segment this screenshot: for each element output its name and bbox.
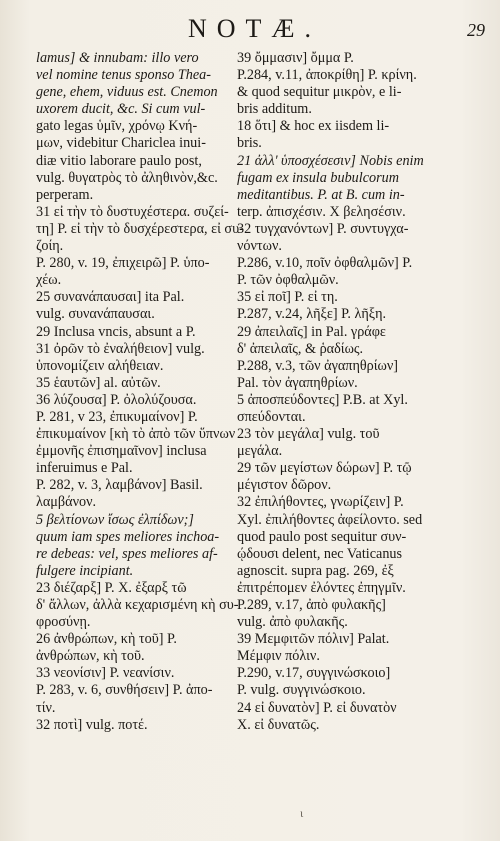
text-line: 33 νεονίσιν] P. νεανίσιν. — [36, 665, 175, 682]
text-line: τίν. — [36, 699, 56, 716]
text-line: 29 τῶν μεγίστων δώρων] P. τῷ — [237, 460, 412, 477]
text-line: 32 τυγχανόντων] P. συντυγχα- — [237, 220, 409, 237]
right-column — [237, 50, 471, 734]
text-line: 21 ἀλλ' ὑποσχέσεσιν] Nobis enim — [237, 152, 424, 169]
text-line: τη] P. εἰ τὴν τὸ δυσχέρεστερα, εἰ συ- — [36, 220, 244, 237]
text-line: χέω. — [36, 272, 62, 289]
text-line: vel nomine tenus sponso Thea- — [36, 67, 211, 84]
text-line: lamus] & innubam: illo vero — [36, 50, 199, 66]
text-line: 23 τὸν μεγάλα] vulg. τοῦ — [237, 426, 380, 443]
text-line: ὑπονομίζειν αλήθειαν. — [36, 357, 164, 374]
text-line: inferuimus e Pal. — [36, 460, 133, 477]
text-line: μων, videbitur Chariclea inui- — [36, 135, 206, 152]
text-line: δ' ἀπειλαῖς, & ῥαδίως. — [237, 340, 364, 357]
text-line: P.288, v.3, τῶν ἀγαπηθρίων] — [237, 357, 399, 374]
text-line: δ' ἄλλων, ἀλλὰ κεχαρισμένη κὴ συ- — [36, 597, 239, 613]
footer-mark: ι — [300, 806, 304, 820]
text-line: ἐπιτρέπομεν ἐλόντες ἐπηγμῖν. — [237, 579, 406, 596]
text-line: & quod sequitur μικρὸν, e li- — [237, 84, 402, 101]
text-line: Pal. τὸν ἀγαπηθρίων. — [237, 374, 358, 391]
text-line: λαμβάνον. — [36, 494, 97, 511]
text-line: ἐμμονῆς ἐπισημαῖνον] inclusa — [36, 443, 207, 460]
running-header — [0, 14, 500, 44]
text-line: perperam. — [36, 186, 94, 203]
text-line: re debeas: vel, spes meliores af- — [36, 545, 218, 562]
text-line: quod paulo post sequitur συν- — [237, 528, 407, 545]
text-line: P. vulg. συγγινώσκοιο. — [237, 682, 366, 699]
text-line: gato legas ὑμῖν, χρόνῳ Κνή- — [36, 118, 198, 135]
text-line: 5 βελτίονων ἴσως ἐλπίδων;] — [36, 511, 194, 528]
text-line: diæ vitio laborare paulo post, — [36, 152, 202, 169]
text-line: quum iam spes meliores inchoa- — [36, 528, 220, 545]
text-line: vulg. ἀπὸ φυλακῆς. — [237, 614, 348, 631]
text-line: vulg. θυγατρὸς τὸ ἀληθινὸν,&c. — [36, 169, 218, 186]
text-line: fugam ex insula bubulcorum — [237, 169, 399, 186]
text-line: 35 ἑαυτῶν] al. αὐτῶν. — [36, 374, 161, 391]
text-line: 24 εἰ δυνατὸν] P. εἰ δυνατὸν — [237, 699, 397, 716]
text-line: ἐπικυμαίνον [κὴ τὸ ἀπὸ τῶν ὕπνων — [36, 426, 236, 443]
text-line: P. 280, v. 19, ἐπιχειρῶ] P. ὑπο- — [36, 255, 210, 272]
text-line: ἀνθρώπων, κὴ τοῦ. — [36, 648, 145, 665]
text-line: bris. — [237, 135, 262, 152]
text-line: 18 ὅτι] & hoc ex iisdem li- — [237, 118, 390, 135]
text-line: μέγιστον δῶρον. — [237, 477, 332, 494]
text-line: 39 Μεμφιτῶν πόλιν] Palat. — [237, 631, 390, 648]
text-line: 31 ὀρῶν τὸ ἐναλήθειον] vulg. — [36, 340, 205, 357]
text-line: Χ. εἰ δυνατῶς. — [237, 716, 320, 733]
text-line: φροσύνῃ. — [36, 614, 91, 631]
text-line: 32 ἐπιλήθοντες, γνωρίζειν] P. — [237, 494, 404, 511]
text-line: νόντων. — [237, 238, 282, 255]
text-line: fulgere incipiant. — [36, 562, 134, 579]
left-column — [36, 50, 244, 734]
text-line: 39 ὄμμασιν] ὄμμα P. — [237, 50, 354, 66]
text-line: 26 ἀνθρώπων, κὴ τοῦ] P. — [36, 631, 177, 648]
text-line: 35 εἰ ποῖ] P. εἰ τη. — [237, 289, 338, 306]
page-number: 29 — [467, 20, 485, 40]
text-line: P. 282, v. 3, λαμβάνον] Basil. — [36, 477, 203, 494]
text-line: P.290, v.17, συγγινώσκοιο] — [237, 665, 391, 682]
text-line: ζοίη. — [36, 238, 64, 255]
text-line: ῴδουσι delent, nec Vaticanus — [237, 545, 403, 562]
text-line: agnoscit. supra pag. 269, ἐξ — [237, 562, 394, 579]
text-line: 36 λύζουσα] P. ὀλολύζουσα. — [36, 391, 197, 408]
text-line: σπεύδονται. — [237, 408, 306, 425]
text-line: P.289, v.17, ἀπὸ φυλακῆς] — [237, 597, 386, 613]
text-line: 5 ἀποσπεύδοντες] P.B. at Xyl. — [237, 391, 408, 408]
text-line: 29 ἀπειλαῖς] in Pal. γράφε — [237, 323, 386, 340]
text-line: terp. ἀπισχέσιν. X βελησέσιν. — [237, 203, 406, 220]
text-line: P. τῶν ὀφθαλμῶν. — [237, 272, 339, 289]
text-line: P.284, v.11, ἀποκρίθη] P. κρίνη. — [237, 67, 417, 84]
text-line: Xyl. ἐπιλήθοντες ἀφείλοντο. sed — [237, 511, 423, 528]
text-line: vulg. συνανάπαυσαι. — [36, 306, 155, 323]
text-line: μεγάλα. — [237, 443, 283, 460]
text-line: P.287, v.24, λῆξε] P. λῆξη. — [237, 306, 387, 323]
text-line: 29 Inclusa vncis, absunt a P. — [36, 323, 196, 340]
text-line: P.286, v.10, ποῖν ὀφθαλμῶν] P. — [237, 255, 413, 272]
text-line: meditantibus. P. at B. cum in- — [237, 186, 405, 203]
text-line: bris additum. — [237, 101, 312, 118]
page-title: NOTÆ. — [188, 14, 322, 43]
text-line: P. 281, v 23, ἐπικυμαίνον] P. — [36, 408, 198, 425]
text-line: gene, ehem, viduus est. Cnemon — [36, 84, 218, 101]
text-line: 32 ποτὶ] vulg. ποτέ. — [36, 716, 148, 733]
text-line: 31 εἰ τὴν τὸ δυστυχέστερα. συζεί- — [36, 203, 229, 220]
text-line: 25 συνανάπαυσαι] ita Pal. — [36, 289, 185, 306]
text-line: Μέμφιν πόλιν. — [237, 648, 320, 665]
text-line: 23 διέζαρξ] P. X. ἐξαρξ τῶ — [36, 579, 187, 596]
text-line: uxorem ducit, &c. Si cum vul- — [36, 101, 206, 118]
text-line: P. 283, v. 6, συνθήσειν] P. ἀπο- — [36, 682, 213, 699]
